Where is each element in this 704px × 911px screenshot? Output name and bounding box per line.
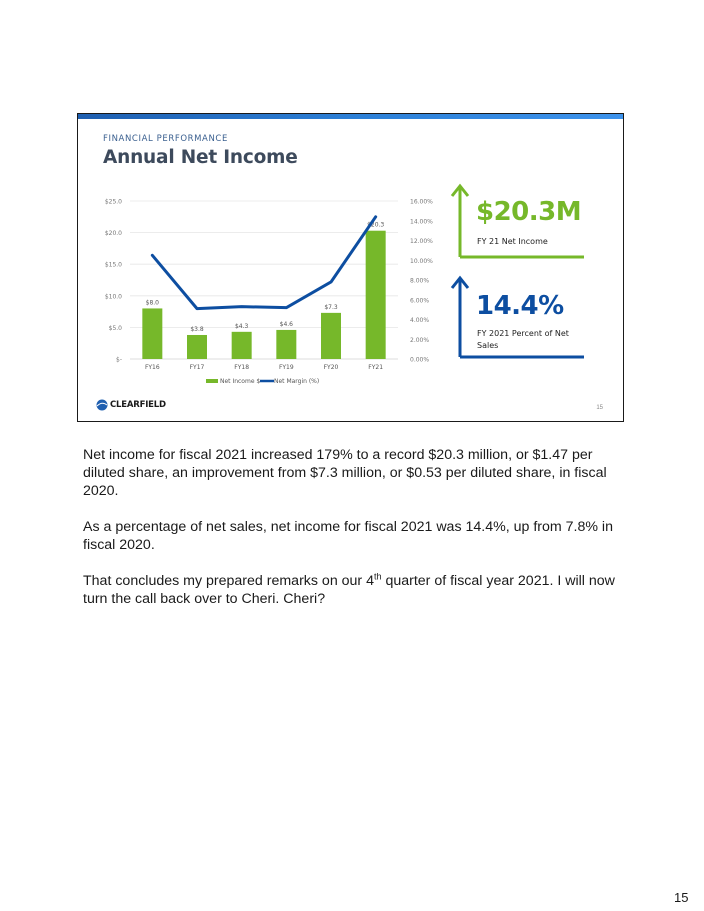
slide-number: 15 — [596, 405, 603, 411]
legend-swatch-net-income — [206, 379, 218, 383]
x-tick-label: FY20 — [323, 364, 339, 371]
closing-text-start: That concludes my prepared remarks on our 4 — [83, 573, 374, 589]
net-margin-label-line2: Sales — [477, 341, 499, 350]
bar-data-label: $4.6 — [279, 320, 294, 328]
net-income-callout-label: FY 21 Net Income — [477, 237, 548, 246]
y-right-tick-label: 4.00% — [410, 317, 430, 324]
x-tick-label: FY19 — [278, 364, 294, 371]
page-number: 15 — [674, 890, 689, 905]
bar-fy16 — [142, 308, 162, 359]
x-tick-label: FY18 — [234, 364, 250, 371]
y-right-tick-label: 0.00% — [410, 356, 430, 364]
net-margin-line — [152, 217, 375, 309]
net-margin-callout-label — [477, 328, 569, 352]
slide-panel — [77, 113, 624, 422]
paragraph-closing — [83, 572, 623, 608]
bar-fy20 — [321, 313, 341, 359]
bar-data-label: $20.3 — [367, 221, 385, 229]
x-tick-label: FY16 — [144, 364, 160, 371]
slide-header-bar — [78, 113, 623, 119]
slide-kicker: FINANCIAL PERFORMANCE — [103, 134, 228, 144]
bar-fy21 — [366, 231, 386, 359]
y-right-tick-label: 12.00% — [410, 238, 433, 245]
clearfield-logo-icon — [96, 399, 108, 411]
net-income-chart — [88, 191, 443, 391]
bar-data-label: $3.8 — [190, 325, 204, 333]
y-left-tick-label: $20.0 — [104, 230, 122, 238]
logo-text: CLEARFIELD — [110, 400, 166, 410]
paragraph-net-margin: As a percentage of net sales, net income for fiscal 2021 was 14.4%, up from 7.8% in fiscal 2020. — [83, 519, 613, 553]
y-right-tick-label: 16.00% — [410, 198, 433, 206]
y-right-tick-label: 10.00% — [410, 257, 433, 265]
x-tick-label: FY21 — [368, 364, 384, 371]
legend-label-net-margin: Net Margin (%) — [274, 378, 320, 385]
y-left-tick-label: $10.0 — [104, 293, 122, 301]
closing-text-end: quarter of fiscal year 2021. I will now turn the call back over to Cheri. Cheri? — [83, 573, 615, 607]
y-right-tick-label: 6.00% — [410, 297, 430, 305]
bar-data-label: $7.3 — [324, 303, 338, 311]
y-right-tick-label: 14.00% — [410, 218, 433, 226]
x-tick-label: FY17 — [189, 364, 205, 371]
closing-superscript: th — [373, 571, 382, 582]
bar-data-label: $4.3 — [234, 322, 249, 330]
y-right-tick-label: 8.00% — [410, 277, 430, 285]
bar-data-label: $8.0 — [145, 299, 160, 307]
net-margin-label-line1: FY 2021 Percent of Net — [477, 329, 569, 338]
paragraph-net-income: Net income for fiscal 2021 increased 179% to a record $20.3 million, or $1.47 per diluted share, an improvement from $7.3 million, or $0.53 per diluted share, in fiscal 2020. — [83, 447, 607, 499]
y-left-tick-label: $5.0 — [108, 324, 122, 332]
bar-fy19 — [276, 330, 296, 359]
y-left-tick-label: $15.0 — [104, 261, 122, 269]
bar-fy17 — [187, 335, 207, 359]
y-left-tick-label: $25.0 — [104, 198, 122, 206]
slide-title: Annual Net Income — [103, 147, 298, 168]
y-left-tick-label: $- — [116, 356, 122, 364]
net-income-callout-value: $20.3M — [476, 197, 582, 227]
net-margin-callout-value: 14.4% — [476, 291, 564, 321]
y-right-tick-label: 2.00% — [410, 336, 430, 344]
clearfield-logo — [96, 399, 166, 411]
legend-label-net-income: Net Income $ — [220, 378, 261, 385]
bar-fy18 — [232, 332, 252, 359]
